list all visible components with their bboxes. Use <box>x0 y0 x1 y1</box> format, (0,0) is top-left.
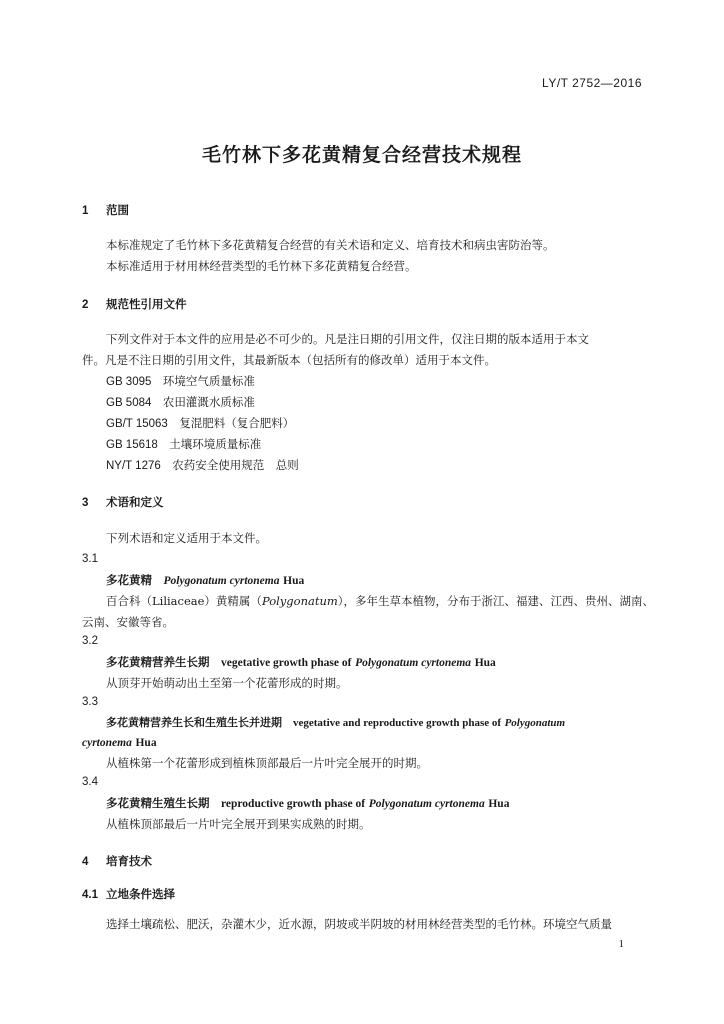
term-3-4-number: 3.4 <box>82 776 98 788</box>
section-3-heading: 3 术语和定义 <box>82 495 164 509</box>
term-3-1-definition-line-1: 百合科（Liliaceae）黄精属（Polygonatum），多年生草本植物，分布于浙江、福建、江西、贵州、湖南、 <box>106 594 655 608</box>
section-3-intro: 下列术语和定义适用于本文件。 <box>106 531 267 545</box>
page-number: 1 <box>618 938 624 950</box>
reference-item: GB/T 15063 复混肥料（复合肥料） <box>106 416 295 430</box>
section-4-1-para: 选择土壤疏松、肥沃，杂灌木少，近水源，阴坡或半阴坡的材用林经营类型的毛竹林。环境空气质量 <box>106 917 612 931</box>
term-3-1-definition-line-2: 云南、安徽等省。 <box>82 615 174 629</box>
section-2-heading: 2 规范性引用文件 <box>82 297 187 311</box>
section-4-1-heading: 4.1 立地条件选择 <box>82 887 175 901</box>
term-3-3-title-line-1: 多花黄精营养生长和生殖生长并进期 vegetative and reproductive growth phase of Polygonatum <box>106 716 566 729</box>
reference-item: GB 3095 环境空气质量标准 <box>106 374 255 388</box>
section-2-para-line-1: 下列文件对于本文件的应用是必不可少的。凡是注日期的引用文件，仅注日期的版本适用于本文 <box>106 332 589 346</box>
term-3-3-title-line-2: cyrtonema Hua <box>82 737 157 749</box>
term-3-2-number: 3.2 <box>82 635 98 647</box>
term-3-1-title: 多花黄精 Polygonatum cyrtonema Hua <box>106 573 305 587</box>
reference-item: GB 15618 土壤环境质量标准 <box>106 437 262 451</box>
reference-item: GB 5084 农田灌溉水质标准 <box>106 395 255 409</box>
section-1-para-2: 本标准适用于材用林经营类型的毛竹林下多花黄精复合经营。 <box>106 259 417 273</box>
section-2-para-line-2: 件。凡是不注日期的引用文件，其最新版本（包括所有的修改单）适用于本文件。 <box>82 353 496 367</box>
term-3-3-number: 3.3 <box>82 696 98 708</box>
standard-code: LY/T 2752—2016 <box>542 76 642 90</box>
section-1-para-1: 本标准规定了毛竹林下多花黄精复合经营的有关术语和定义、培育技术和病虫害防治等。 <box>106 238 555 252</box>
document-title: 毛竹林下多花黄精复合经营技术规程 <box>201 144 522 166</box>
term-3-4-definition: 从植株顶部最后一片叶完全展开到果实成熟的时期。 <box>106 817 371 831</box>
section-1-heading: 1 范围 <box>82 203 129 217</box>
term-3-4-title: 多花黄精生殖生长期 reproductive growth phase of Polygonatum cyrtonema Hua <box>106 796 510 810</box>
term-3-3-definition: 从植株第一个花蕾形成到植株顶部最后一片叶完全展开的时期。 <box>106 756 428 770</box>
term-3-1-number: 3.1 <box>82 553 98 565</box>
term-3-2-title: 多花黄精营养生长期 vegetative growth phase of Polygonatum cyrtonema Hua <box>106 655 496 669</box>
reference-item: NY/T 1276 农药安全使用规范 总则 <box>106 458 299 472</box>
section-4-heading: 4 培育技术 <box>82 854 152 868</box>
term-3-2-definition: 从顶芽开始萌动出土至第一个花蕾形成的时期。 <box>106 676 348 690</box>
